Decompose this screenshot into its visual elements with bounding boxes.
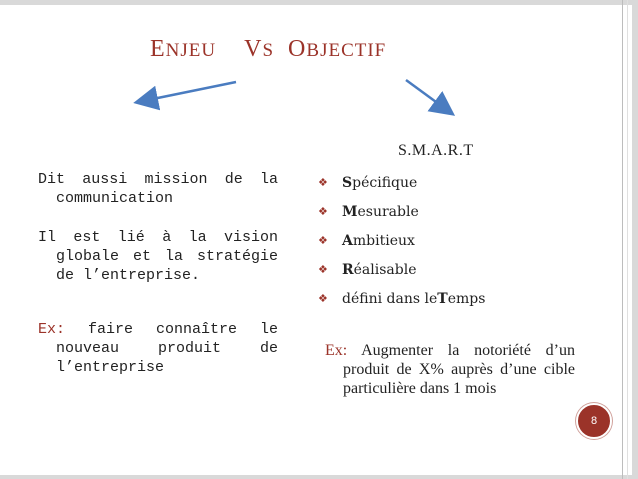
left-paragraph-mission: Dit aussi mission de la communication [38,171,278,207]
list-item [318,168,578,197]
smart-word: esurable [357,203,419,220]
smart-list [318,168,578,313]
list-item [318,197,578,226]
page-number-badge: 8 [576,403,612,439]
smart-heading: S.M.A.R.T [398,142,474,159]
smart-word: mbitieux [352,232,415,249]
title-word3-rest: BJECTIF [306,40,387,61]
title-word3-cap: O [288,36,307,62]
list-item [318,226,578,255]
bullet-icon: ❖ [318,263,328,276]
left-paragraph-vision: Il est lié à la vision globale et la stratégie de l’entreprise. [38,229,278,284]
bullet-icon: ❖ [318,205,328,218]
left-example-text: faire connaître le nouveau produit de l’entreprise [56,321,278,376]
smart-letter: M [342,203,358,220]
right-example-text: Augmenter la notoriété d’un produit de X% auprès d’une cible particulière dans 1 mois [343,342,575,397]
smart-word: emps [447,290,486,307]
title-word1-rest: NJEU [165,40,217,61]
left-arrow-icon [143,82,236,101]
smart-word: pécifique [352,174,418,191]
smart-letter: T [437,290,448,307]
list-item [318,255,578,284]
smart-letter: S [342,174,353,191]
smart-word: éalisable [353,261,417,278]
title-word2-cap: V [244,36,263,62]
smart-letter: R [342,261,354,278]
right-paragraph-example [325,341,575,398]
bullet-icon: ❖ [318,176,328,189]
title-word2-rest: S [262,40,275,61]
list-item [318,284,578,313]
smart-letter: A [342,232,353,249]
bullet-icon: ❖ [318,292,328,305]
left-example-prefix: Ex: [38,321,66,338]
left-column [38,170,278,396]
bullet-icon: ❖ [318,234,328,247]
right-example-prefix: Ex: [325,342,348,359]
smart-word-prefix: défini dans le [342,290,438,307]
left-paragraph-example [38,320,278,377]
title-word1-cap: E [150,36,166,62]
right-arrow-icon [406,80,447,110]
